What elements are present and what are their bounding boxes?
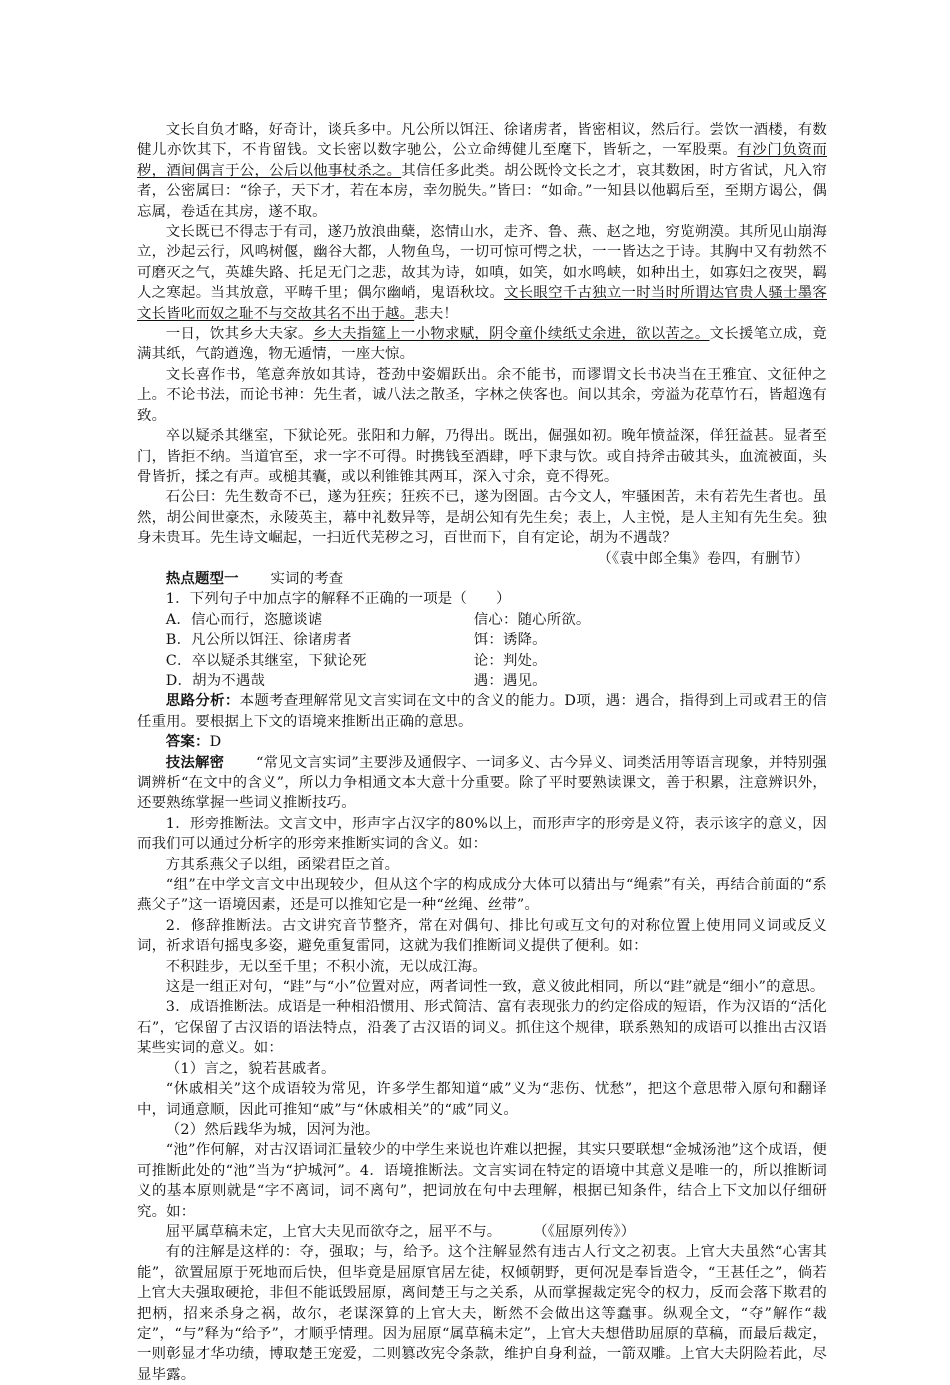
- passage-paragraph-6: 石公曰：先生数奇不已，遂为狂疾；狂疾不已，遂为囹圄。古今文人，牢骚困苦，未有若先生者也。虽然，胡公间世豪杰，永陵英主，幕中礼数异等，是胡公知有先生矣；表上，人主悦，是人主知有先生矣。独身未贵耳。先生诗文崛起，一扫近代芜秽之习，百世而下，自有定论，胡为不遇哉？: [137, 489, 827, 547]
- method-2: 2．修辞推断法。古文讲究音节整齐，常在对偶句、排比句或互文句的对称位置上使用同义词或反义词，祈求语句摇曳多姿，避免重复雷同，这就为我们推断词义提供了便利。如：: [137, 917, 827, 955]
- underlined-sentence: 乡大夫指筵上一小物求赋，阴令童仆续纸丈余进，欲以苦之。: [312, 326, 710, 343]
- method-intro: 技法解密 “常见文言实词”主要涉及通假字、一词多义、古今异义、词类活用等语言现象，并特别强调辨析“在文中的含义”，所以力争相通文本大意十分重要。除了平时要熟读课文，善于积累，注意辨识外，还要熟练掌握一些词义推断技巧。: [137, 753, 827, 812]
- document-page: [137, 120, 827, 1385]
- method-3-example-1: （1）言之，貌若甚戚者。: [165, 1060, 336, 1077]
- answer: 答案：D: [165, 733, 222, 751]
- question-heading: 热点题型一 实词的考查: [165, 569, 344, 587]
- method-4-explanation: 有的注解是这样的：夺，强取；与，给予。这个注解显然有违古人行文之初衷。上官大夫虽然“心害其能”，欲置屈原于死地而后快，但毕竟是屈原官居左徒，权倾朝野，更何况是奉旨造令，“王甚任之”，倘若上官大夫强取硬抢，非但不能诋毁屈原，离间楚王与之关系，从而掌握裁定宪令的权力，反而会落下欺君的把柄，招来杀身之祸，故尔，老谋深算的上官大夫，断然不会做出这等蠢事。纵观全文，“夺”解作“裁定”，“与”释为“给予”，才顺乎情理。因为屈原“属草稿未定”，上官大夫想借助屈原的草稿，而最后裁定，一则彰显才华功绩，博取楚王宠爱，二则篡改宪令条款，维护自身利益，一箭双雕。上官大夫阴险若此，尽显毕露。: [137, 1244, 827, 1383]
- method-3-example-2: （2）然后践华为城，因河为池。: [165, 1121, 380, 1138]
- method-1-example: 方其系燕父子以组，函梁君臣之首。: [165, 856, 400, 873]
- passage-paragraph-5: 卒以疑杀其继室，下狱论死。张阳和力解，乃得出。既出，倔强如初。晚年愤益深，佯狂益甚。显者至门，皆拒不纳。当道官至，求一字不可得。时携钱至酒肆，呼下隶与饮。或自持斧击破其头，血流被面，头骨皆折，揉之有声。或槌其囊，或以利锥锥其两耳，深入寸余，竟不得死。: [137, 428, 827, 485]
- passage-paragraph-3: 一日，饮其乡大夫家。乡大夫指筵上一小物求赋，阴令童仆续纸丈余进，欲以苦之。文长援笔立成，竟满其纸，气韵遒逸，物无遁情，一座大惊。: [137, 326, 827, 363]
- underlined-sentence: 文长眼空千古独立一时当时所谓达官贵人骚士墨客文长皆叱而奴之耻不与交故其名不出于越。: [137, 285, 827, 322]
- option-a: A．信心而行，恣臆谈谑 信心：随心所欲。: [165, 611, 591, 628]
- passage-source: （《袁中郎全集》卷四，有删节）: [597, 550, 809, 567]
- option-c: C．卒以疑杀其继室，下狱论死 论：判处。: [165, 652, 547, 669]
- passage-paragraph-2: 文长既已不得志于有司，遂乃放浪曲蘖，恣情山水，走齐、鲁、燕、赵之地，穷览朔漠。其所见山崩海立，沙起云行，风鸣树偃，幽谷大都，人物鱼鸟，一切可惊可愕之状，一一皆达之于诗。其胸中又有勃然不可磨灭之气，英雄失路、托足无门之悲，故其为诗，如嗔，如笑，如水鸣峡，如种出土，如寡妇之夜哭，羁人之寒起。当其放意，平畴千里；偶尔幽峭，鬼语秋坟。文长眼空千古独立一时当时所谓达官贵人骚士墨客文长皆叱而奴之耻不与交故其名不出于越。悲夫！: [137, 224, 827, 322]
- method-4-example: 屈平属草稿未定，上官大夫见而欲夺之，屈平不与。 （《屈原列传》）: [165, 1223, 636, 1240]
- method-1-explanation: “组”在中学文言文中出现较少，但从这个字的构成成分大体可以猜出与“绳索”有关，再结合前面的“系燕父子”这一语境因素，还是可以推知它是一种“丝绳、丝带”。: [137, 877, 827, 914]
- option-d: D．胡为不遇哉 遇：遇见。: [165, 672, 547, 689]
- method-3-explanation-2: “池”作何解，对古汉语词汇量较少的中学生来说也许难以把握，其实只要联想“金城汤池”这个成语，便可推断此处的“池”当为“护城河”。4．语境推断法。文言实词在特定的语境中其意义是唯一的，所以推断词义的基本原则就是“字不离词，词不离句”，把词放在句中去理解，根据已知条件，结合上下文加以仔细研究。如：: [137, 1142, 827, 1220]
- passage-paragraph-1: 文长自负才略，好奇计，谈兵多中。凡公所以饵汪、徐诸虏者，皆密相议，然后行。尝饮一酒楼，有数健儿亦饮其下，不肯留钱。文长密以数字驰公，公立命缚健儿至麾下，皆斩之，一军股栗。有沙门负资而秽，酒间偶言于公，公后以他事杖杀之。其信任多此类。胡公既怜文长之才，哀其数困，时方省试，凡入帘者，公密属曰：“徐子，天下才，若在本房，幸勿脱失。”皆曰：“如命。”一知县以他羁后至，至期方谒公，偶忘属，卷适在其房，遂不取。: [137, 122, 827, 220]
- method-1: 1．形旁推断法。文言文中，形声字占汉字的80%以上，而形声字的形旁是义符，表示该字的意义，因而我们可以通过分析字的形旁来推断实词的含义。如：: [137, 815, 827, 853]
- option-b: B．凡公所以饵汪、徐诸虏者 饵：诱降。: [165, 632, 547, 649]
- underlined-sentence: 有沙门负资而秽，酒间偶言于公，公后以他事杖杀之。: [137, 142, 827, 179]
- method-3: 3．成语推断法。成语是一种相沿惯用、形式简洁、富有表现张力的约定俗成的短语，作为汉语的“活化石”，它保留了古汉语的语法特点，沿袭了古汉语的词义。抓住这个规律，联系熟知的成语可以推出古汉语某些实词的意义。如：: [137, 999, 827, 1057]
- method-2-explanation: 这是一组正对句，“跬”与“小”位置对应，两者词性一致，意义彼此相同，所以“跬”就是“细小”的意思。: [165, 979, 825, 996]
- method-3-explanation-1: “休戚相关”这个成语较为常见，许多学生都知道“戚”义为“悲伤、忧愁”，把这个意思带入原句和翻译中，词通意顺，因此可推知“戚”与“休戚相关”的“戚”同义。: [137, 1081, 827, 1118]
- analysis: 思路分析：本题考查理解常见文言实词在文中的含义的能力。D项，遇：遇合，指得到上司或君王的信任重用。要根据上下文的语境来推断出正确的意思。: [137, 692, 827, 730]
- method-2-example: 不积跬步，无以至千里；不积小流，无以成江海。: [165, 958, 487, 975]
- passage-paragraph-4: 文长喜作书，笔意奔放如其诗，苍劲中姿媚跃出。余不能书，而谬谓文长书决当在王雅宜、文征仲之上。不论书法，而论书神：先生者，诚八法之散圣，字林之侠客也。间以其余，旁溢为花草竹石，皆超逸有致。: [137, 366, 827, 424]
- question-stem: 1．下列句子中加点字的解释不正确的一项是（ ）: [165, 591, 511, 608]
